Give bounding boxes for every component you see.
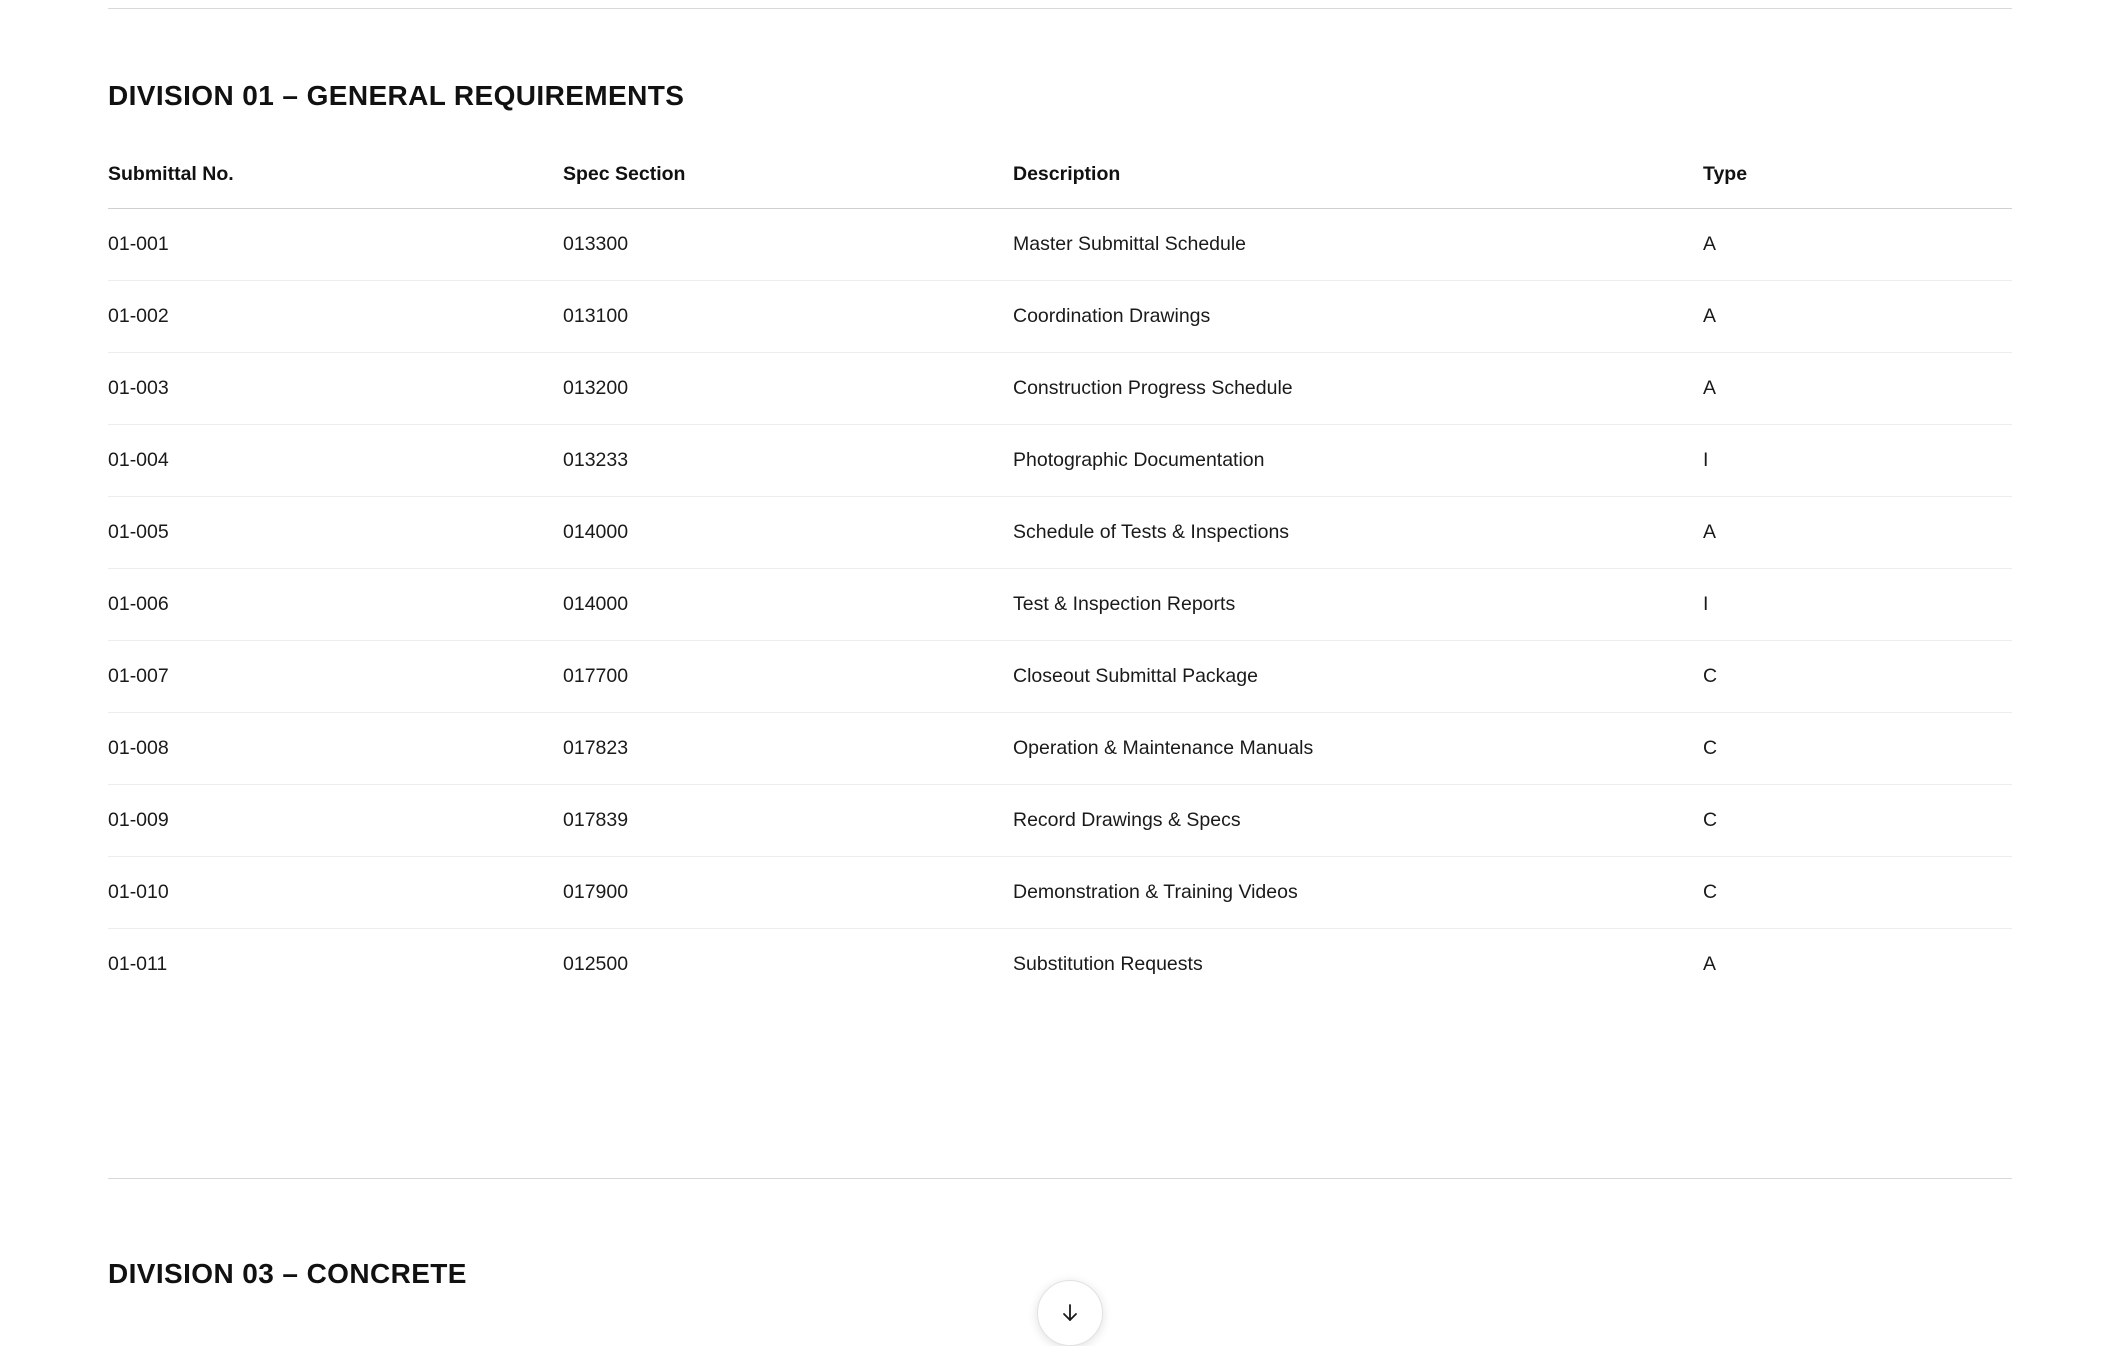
cell-spec-section: 014000 [563,497,1013,569]
division-01-submittal-table [108,163,2012,1000]
cell-type: A [1703,209,2012,281]
cell-description: Demonstration & Training Videos [1013,857,1703,929]
table-row [108,857,2012,929]
cell-spec-section: 017839 [563,785,1013,857]
table-row [108,209,2012,281]
cell-description: Operation & Maintenance Manuals [1013,713,1703,785]
cell-submittal-no: 01-003 [108,353,563,425]
cell-type: A [1703,353,2012,425]
table-row [108,425,2012,497]
table-row [108,713,2012,785]
cell-submittal-no: 01-007 [108,641,563,713]
table-row [108,641,2012,713]
division-01-heading: DIVISION 01 – GENERAL REQUIREMENTS [108,80,685,111]
cell-description: Schedule of Tests & Inspections [1013,497,1703,569]
cell-submittal-no: 01-005 [108,497,563,569]
cell-submittal-no: 01-008 [108,713,563,785]
cell-submittal-no: 01-004 [108,425,563,497]
table-body [108,209,2012,1001]
cell-description: Closeout Submittal Package [1013,641,1703,713]
cell-description: Test & Inspection Reports [1013,569,1703,641]
column-header-spec-section: Spec Section [563,163,1013,209]
cell-spec-section: 017900 [563,857,1013,929]
cell-type: C [1703,641,2012,713]
section-divider [108,1178,2012,1179]
cell-description: Coordination Drawings [1013,281,1703,353]
cell-type: A [1703,281,2012,353]
column-header-submittal-no: Submittal No. [108,163,563,209]
cell-submittal-no: 01-010 [108,857,563,929]
cell-description: Substitution Requests [1013,953,1203,975]
cell-submittal-no: 01-002 [108,281,563,353]
cell-description: Photographic Documentation [1013,425,1703,497]
column-header-description: Description [1013,163,1703,209]
arrow-down-icon [1058,1301,1082,1325]
table-row [108,569,2012,641]
cell-spec-section: 017700 [563,641,1013,713]
cell-description: Master Submittal Schedule [1013,209,1703,281]
table-row [108,929,2012,1001]
table-row [108,497,2012,569]
cell-spec-section: 013300 [563,209,1013,281]
cell-type: A [1703,953,1717,975]
cell-spec-section: 017823 [563,713,1013,785]
cell-description: Construction Progress Schedule [1013,353,1703,425]
table-row [108,281,2012,353]
cell-type: I [1703,425,2012,497]
cell-type: I [1703,569,2012,641]
top-divider [108,8,2012,9]
table-header [108,163,2012,209]
cell-description: Record Drawings & Specs [1013,785,1703,857]
cell-spec-section: 013200 [563,353,1013,425]
cell-submittal-no: 01-006 [108,569,563,641]
column-header-type: Type [1703,163,2012,209]
cell-type: C [1703,785,2012,857]
table-row [108,353,2012,425]
cell-type: A [1703,497,2012,569]
table-row [108,785,2012,857]
cell-spec-section: 013100 [563,281,1013,353]
cell-submittal-no: 01-011 [108,953,168,975]
scroll-down-button[interactable] [1037,1280,1103,1346]
cell-spec-section: 014000 [563,569,1013,641]
division-03-heading: DIVISION 03 – CONCRETE [108,1258,467,1289]
cell-submittal-no: 01-009 [108,785,563,857]
table-header-row [108,163,2012,209]
cell-spec-section: 013233 [563,425,1013,497]
cell-spec-section: 012500 [563,953,629,975]
cell-type: C [1703,713,2012,785]
cell-submittal-no: 01-001 [108,209,563,281]
cell-type: C [1703,857,2012,929]
